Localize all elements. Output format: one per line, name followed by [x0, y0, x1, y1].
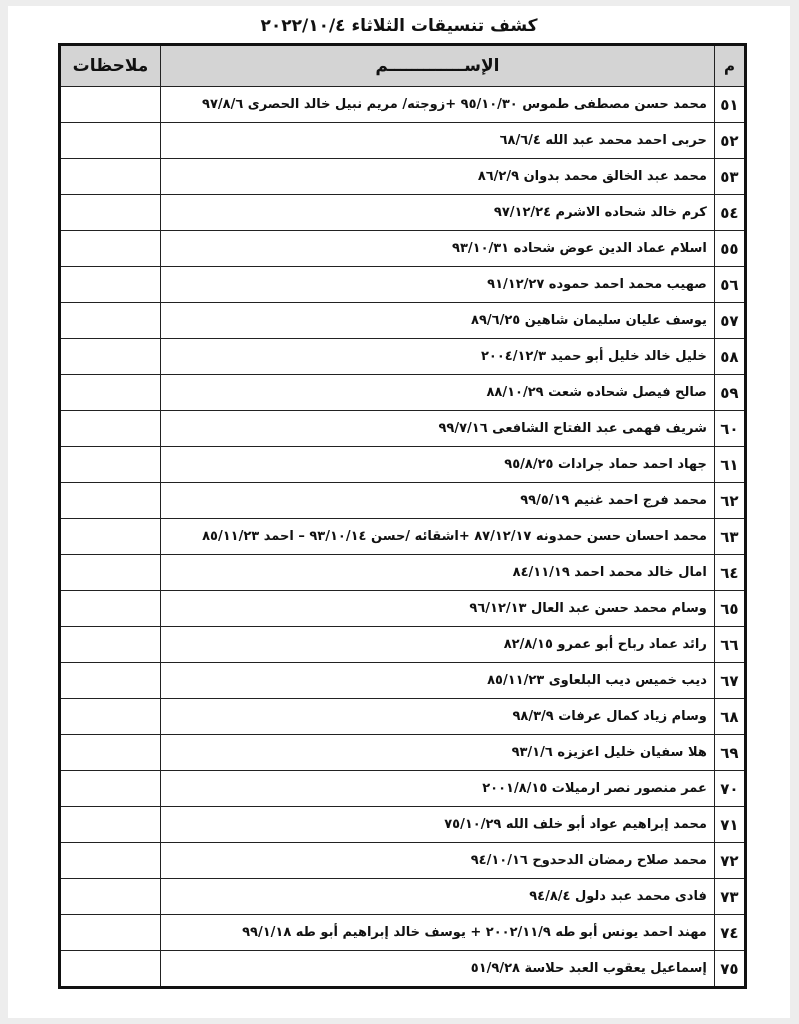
- row-number: ٥٧: [714, 303, 745, 339]
- document-page: [8, 6, 790, 1018]
- row-number: ٥١: [714, 87, 745, 123]
- row-number: ٦٧: [714, 663, 745, 699]
- row-number: ٦٨: [714, 699, 745, 735]
- row-notes: [60, 699, 161, 735]
- table-row: [60, 699, 746, 735]
- header-notes: ملاحظات: [60, 45, 161, 87]
- row-name: كرم خالد شحاده الاشرم ٩٧/١٢/٢٤: [160, 195, 714, 231]
- row-name: إسماعيل يعقوب العبد حلاسة ٥١/٩/٢٨: [160, 951, 714, 988]
- row-name: محمد إبراهيم عواد أبو خلف الله ٧٥/١٠/٢٩: [160, 807, 714, 843]
- row-name: محمد احسان حسن حمدونه ٨٧/١٢/١٧ +اشقائه /حسن ٩٣/١٠/١٤ – احمد ٨٥/١١/٢٣: [160, 519, 714, 555]
- row-notes: [60, 303, 161, 339]
- row-number: ٥٨: [714, 339, 745, 375]
- row-notes: [60, 771, 161, 807]
- row-number: ٥٤: [714, 195, 745, 231]
- row-name: محمد حسن مصطفى طموس ٩٥/١٠/٣٠ +زوجته/ مريم نبيل خالد الحصرى ٩٧/٨/٦: [160, 87, 714, 123]
- row-notes: [60, 375, 161, 411]
- row-number: ٦٤: [714, 555, 745, 591]
- row-number: ٦٣: [714, 519, 745, 555]
- table-row: [60, 843, 746, 879]
- row-notes: [60, 627, 161, 663]
- row-name: مهند احمد يونس أبو طه ٢٠٠٢/١١/٩ + يوسف خالد إبراهيم أبو طه ٩٩/١/١٨: [160, 915, 714, 951]
- row-number: ٦٠: [714, 411, 745, 447]
- table-row: [60, 483, 746, 519]
- table-row: [60, 591, 746, 627]
- table-row: [60, 771, 746, 807]
- row-notes: [60, 663, 161, 699]
- row-number: ٧٢: [714, 843, 745, 879]
- row-notes: [60, 123, 161, 159]
- table-row: [60, 627, 746, 663]
- row-notes: [60, 87, 161, 123]
- row-name: رائد عماد رباح أبو عمرو ٨٢/٨/١٥: [160, 627, 714, 663]
- row-notes: [60, 735, 161, 771]
- table-row: [60, 303, 746, 339]
- row-name: وسام زياد كمال عرفات ٩٨/٣/٩: [160, 699, 714, 735]
- row-number: ٧٣: [714, 879, 745, 915]
- table-row: [60, 807, 746, 843]
- row-notes: [60, 447, 161, 483]
- row-number: ٧٥: [714, 951, 745, 988]
- table-row: [60, 915, 746, 951]
- row-notes: [60, 411, 161, 447]
- row-number: ٥٢: [714, 123, 745, 159]
- row-name: صهيب محمد احمد حموده ٩١/١٢/٢٧: [160, 267, 714, 303]
- table-row: [60, 735, 746, 771]
- row-notes: [60, 843, 161, 879]
- table-row: [60, 663, 746, 699]
- row-name: فادى محمد عبد دلول ٩٤/٨/٤: [160, 879, 714, 915]
- names-table: [58, 43, 747, 989]
- row-notes: [60, 555, 161, 591]
- table-body: [60, 87, 746, 988]
- row-name: خليل خالد خليل أبو حميد ٢٠٠٤/١٢/٣: [160, 339, 714, 375]
- row-notes: [60, 519, 161, 555]
- table-row: [60, 555, 746, 591]
- row-notes: [60, 951, 161, 988]
- row-notes: [60, 483, 161, 519]
- header-name: الإســـــــــــــم: [160, 45, 714, 87]
- row-notes: [60, 231, 161, 267]
- table-row: [60, 123, 746, 159]
- row-name: شريف فهمى عبد الفتاح الشافعى ٩٩/٧/١٦: [160, 411, 714, 447]
- table-row: [60, 879, 746, 915]
- row-name: وسام محمد حسن عبد العال ٩٦/١٢/١٣: [160, 591, 714, 627]
- row-name: جهاد احمد حماد جرادات ٩٥/٨/٢٥: [160, 447, 714, 483]
- table-row: [60, 951, 746, 988]
- row-number: ٧٠: [714, 771, 745, 807]
- row-notes: [60, 195, 161, 231]
- row-number: ٦٩: [714, 735, 745, 771]
- row-notes: [60, 807, 161, 843]
- row-name: محمد صلاح رمضان الدحدوح ٩٤/١٠/١٦: [160, 843, 714, 879]
- row-number: ٦٥: [714, 591, 745, 627]
- row-name: اسلام عماد الدين عوض شحاده ٩٣/١٠/٣١: [160, 231, 714, 267]
- row-notes: [60, 591, 161, 627]
- row-name: محمد فرج احمد غنيم ٩٩/٥/١٩: [160, 483, 714, 519]
- row-name: محمد عبد الخالق محمد بدوان ٨٦/٢/٩: [160, 159, 714, 195]
- row-name: ديب خميس ديب البلعاوى ٨٥/١١/٢٣: [160, 663, 714, 699]
- row-number: ٧٤: [714, 915, 745, 951]
- row-notes: [60, 915, 161, 951]
- row-notes: [60, 879, 161, 915]
- row-notes: [60, 267, 161, 303]
- row-name: يوسف عليان سليمان شاهين ٨٩/٦/٢٥: [160, 303, 714, 339]
- row-name: هلا سفيان خليل اعزيزه ٩٣/١/٦: [160, 735, 714, 771]
- page-title: كشف تنسيقات الثلاثاء ٢٠٢٢/١٠/٤: [260, 16, 538, 36]
- row-name: عمر منصور نصر ارميلات ٢٠٠١/٨/١٥: [160, 771, 714, 807]
- table-row: [60, 411, 746, 447]
- row-number: ٥٣: [714, 159, 745, 195]
- table-row: [60, 519, 746, 555]
- row-name: صالح فيصل شحاده شعت ٨٨/١٠/٢٩: [160, 375, 714, 411]
- row-number: ٦٦: [714, 627, 745, 663]
- row-number: ٥٦: [714, 267, 745, 303]
- table-row: [60, 267, 746, 303]
- header-number: م: [714, 45, 745, 87]
- row-notes: [60, 159, 161, 195]
- table-row: [60, 375, 746, 411]
- table-row: [60, 195, 746, 231]
- row-name: امال خالد محمد احمد ٨٤/١١/١٩: [160, 555, 714, 591]
- table-row: [60, 447, 746, 483]
- row-name: حربى احمد محمد عبد الله ٦٨/٦/٤: [160, 123, 714, 159]
- table-row: [60, 159, 746, 195]
- row-notes: [60, 339, 161, 375]
- table-row: [60, 231, 746, 267]
- row-number: ٥٥: [714, 231, 745, 267]
- row-number: ٧١: [714, 807, 745, 843]
- row-number: ٥٩: [714, 375, 745, 411]
- table-header-row: [60, 45, 746, 87]
- table-row: [60, 339, 746, 375]
- row-number: ٦٢: [714, 483, 745, 519]
- row-number: ٦١: [714, 447, 745, 483]
- table-row: [60, 87, 746, 123]
